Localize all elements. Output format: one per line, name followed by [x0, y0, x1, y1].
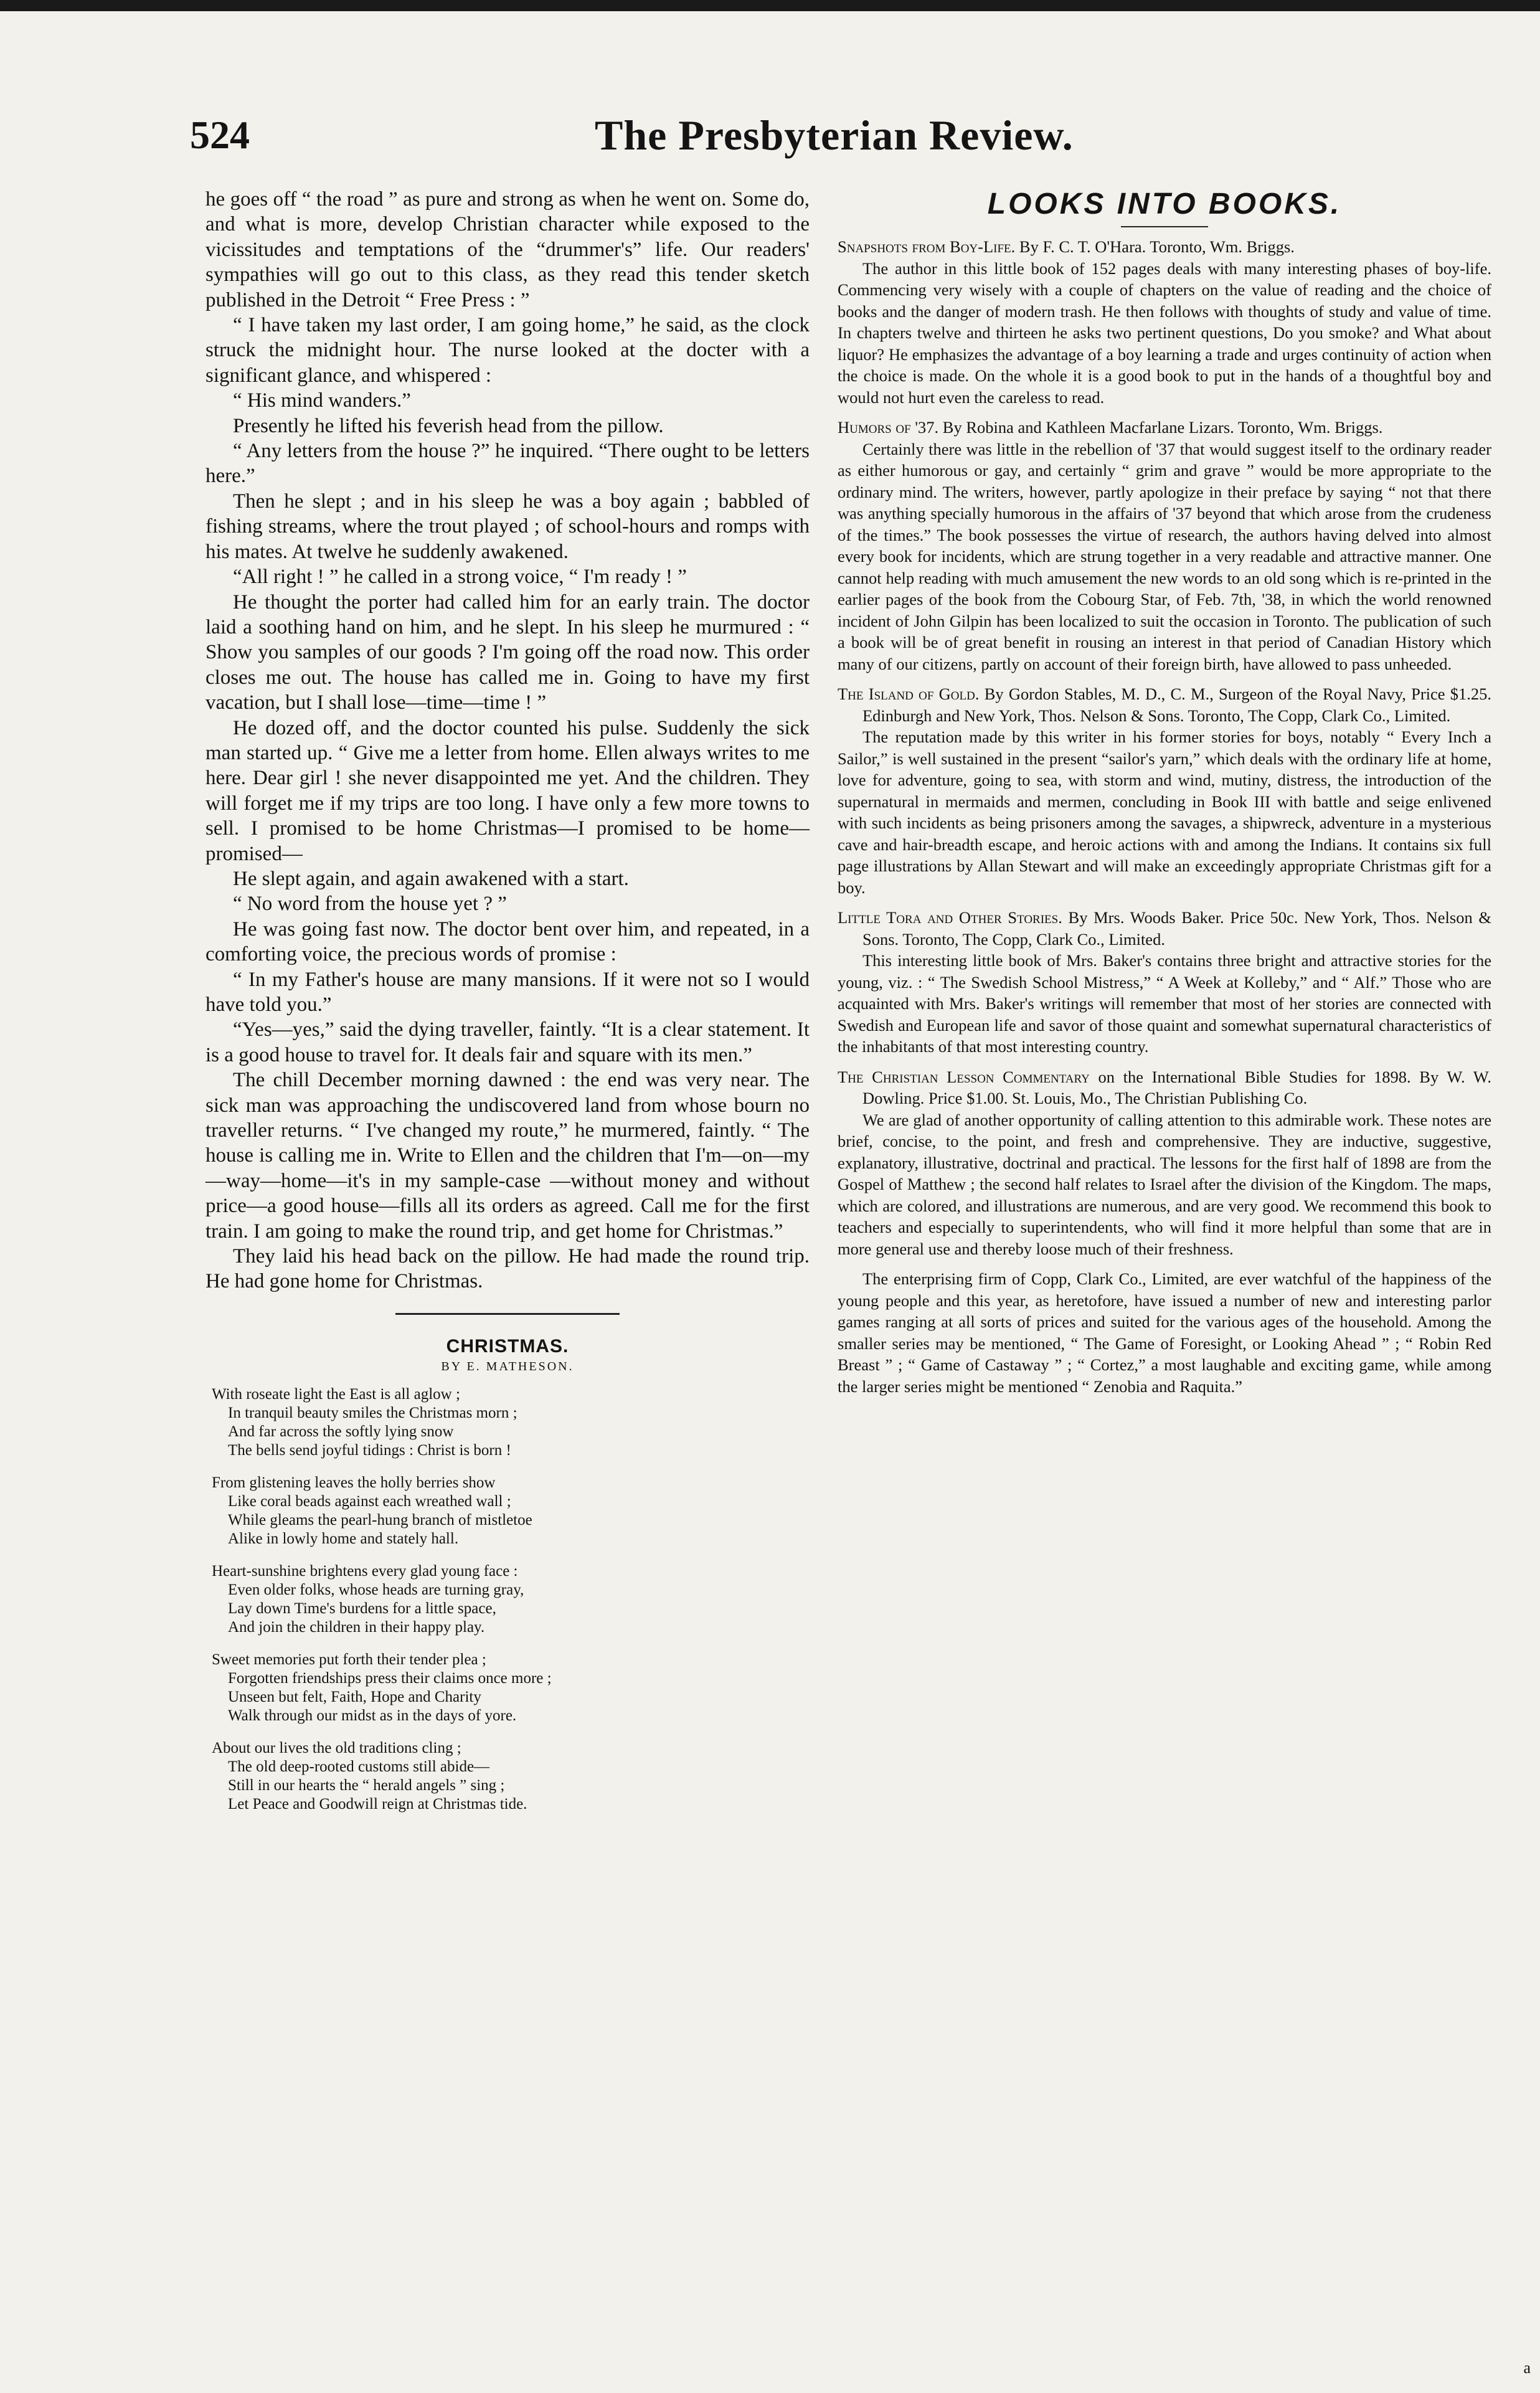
story-paragraph: “ Any letters from the house ?” he inquired. “There ought to be letters here.” — [205, 440, 810, 488]
story-paragraph: “ His mind wanders.” — [233, 389, 411, 412]
book-title: Humors of '37. — [838, 418, 939, 437]
poem-line: From glistening leaves the holly berries show — [212, 1474, 496, 1491]
story-paragraph: Presently he lifted his feverish head from the pillow. — [233, 414, 664, 437]
poem-line: Heart-sunshine brightens every glad young face : — [212, 1562, 518, 1580]
poem-line: Let Peace and Goodwill reign at Christmas tide. — [228, 1795, 527, 1813]
story-paragraph: “ In my Father's house are many mansions. If it were not so I would have told you.” — [205, 968, 810, 1016]
book-title: The Island of Gold. — [838, 685, 980, 703]
book-review — [838, 1066, 1491, 1260]
review-heading — [838, 1066, 1491, 1109]
story-paragraph: He thought the porter had called him for an early train. The doctor laid a soothing hand on him, and he slept. In his sleep he murmured : “ Show you samples of our goods ? I'm going off the road now. This order closes me out. The house has called me in. Going to have my first vacation, but I shall lose—time—time ! ” — [205, 590, 810, 714]
left-column — [205, 187, 810, 1827]
page-header — [190, 106, 1429, 174]
story-paragraph: “All right ! ” he called in a strong voice, “ I'm ready ! ” — [233, 566, 687, 589]
book-review — [838, 683, 1491, 898]
story-paragraph: Then he slept ; and in his sleep he was a boy again ; babbled of fishing streams, where the trout played ; of school-hours and romps with his mates. At twelve he suddenly awakened. — [205, 490, 810, 563]
book-meta: on the International Bible Studies for 1898. By W. W. Dowling. Price $1.00. St. Louis, Mo., The Christian Publishing Co. — [862, 1067, 1491, 1107]
story-paragraph: “ I have taken my last order, I am going home,” he said, as the clock struck the midnight hour. The nurse looked at the docter with a significant glance, and whispered : — [205, 314, 810, 387]
review-body: The reputation made by this writer in his former stories for boys, notably “ Every Inch a Sailor,” is well sustained in the present “sailor's yarn,” which deals with the ordinary life at home, love for adventure, going to sea, with storm and wind, mutiny, distress, the introduction of the supernatural in mermaids and mermen, concluding in Book III with battle and seige enlivened with such incidents as being prisoners among the savages, a shipwreck, adventure in a mysterious cave and hair-breadth escape, and heroic actions with and among the Indians. It contains six full page illustrations by Allan Stewart and will make an exceedingly appropriate Christmas gift for a boy. — [838, 727, 1491, 897]
poem-line: And join the children in their happy play. — [228, 1618, 485, 1636]
poem-line: Alike in lowly home and stately hall. — [228, 1530, 459, 1547]
poem-stanza — [205, 1385, 810, 1460]
top-edge-bar — [0, 0, 1540, 11]
poem-stanza — [205, 1651, 810, 1725]
poem-line: With roseate light the East is all aglow ; — [212, 1385, 460, 1403]
story-paragraph: They laid his head back on the pillow. He had made the round trip. He had gone home for Christmas. — [205, 1245, 810, 1293]
story-paragraph: He slept again, and again awakened with a start. — [233, 867, 629, 890]
book-meta: By F. C. T. O'Hara. Toronto, Wm. Briggs. — [1019, 237, 1295, 256]
poem-line: And far across the softly lying snow — [228, 1423, 454, 1440]
poem-stanza — [205, 1562, 810, 1637]
poem-byline: BY E. MATHESON. — [441, 1359, 574, 1373]
heading-rule — [1121, 226, 1208, 227]
book-review — [838, 907, 1491, 1058]
poem-line: Sweet memories put forth their tender plea ; — [212, 1651, 486, 1668]
review-body: Certainly there was little in the rebellion of '37 that would suggest itself to the ordinary reader as either humorous or gay, and certainly “ grim and grave ” would be more appropriate to the ordinary mind. The writers, however, partly apologize in their preface by saying “ not that there was anything specially humorous in the affairs of '37 beyond that which arose from the crudeness of the times.” The book possesses the virtue of research, the authors having delved into almost every book for incidents, which are strung together in a very readable and attractive manner. One cannot help reading with much amusement the new words to an old song which is re-printed in the earlier pages of the book from the Cobourg Star, of Feb. 7th, '38, in which the world renowned incident of John Gilpin has been localized to suit the occasion in Toronto. The publication of such a book will be of great benefit in rousing an interest in that period of Canadian History which many of our citizens, partly on account of their foreign birth, have allowed to pass unheeded. — [838, 439, 1491, 673]
book-reviews — [838, 236, 1491, 1259]
review-heading — [838, 683, 1491, 726]
poem-line: Still in our hearts the “ herald angels ” sing ; — [228, 1776, 505, 1794]
story-paragraph: The chill December morning dawned : the end was very near. The sick man was approaching the undiscovered land from whose bourn no traveller returns. “ I've changed my route,” he murmered, faintly. “ The house is calling me in. Write to Ellen and the children that I'm—on—my—way—home—it's in my sample-case —without money and without price—a good house—fills all its orders as agreed. Call me for the first train. I am going to make the round trip, and get home for Christmas.” — [205, 1069, 810, 1243]
poem-line: The old deep-rooted customs still abide— — [228, 1758, 490, 1775]
review-body: We are glad of another opportunity of calling attention to this admirable work. These notes are brief, concise, to the point, and fresh and comprehensive. They are inductive, suggestive, explanatory, illustrative, doctrinal and practical. The lessons for the first half of 1898 are from the Gospel of Matthew ; the second half relates to Israel after the division of the Kingdom. The maps, which are colored, and illustrations are numerous, and are very good. We recommend this book to teachers and especially to superintendents, who will find it more helpful than some that are in more general use and thereby loose much of their freshness. — [838, 1110, 1491, 1258]
poem-line: Unseen but felt, Faith, Hope and Charity — [228, 1688, 481, 1705]
poem-line: Even older folks, whose heads are turning gray, — [228, 1581, 524, 1598]
poem-line: Forgotten friendships press their claims once more ; — [228, 1669, 552, 1687]
corner-mark: a — [1523, 2359, 1531, 2377]
poem-line: Walk through our midst as in the days of yore. — [228, 1707, 517, 1724]
story-paragraph: he goes off “ the road ” as pure and strong as when he went on. Some do, and what is more, develop Christian character while exposed to the vicissitudes and temptations of the “drummer's” life. Our readers' sympathies will go out to this class, as they read this tender sketch published in the Detroit “ Free Press : ” — [205, 188, 810, 311]
poem-title: CHRISTMAS. — [446, 1335, 569, 1357]
book-review — [838, 236, 1491, 408]
right-column — [838, 187, 1491, 1397]
poem-line: Like coral beads against each wreathed wall ; — [228, 1492, 511, 1510]
story-paragraph: He dozed off, and the doctor counted his pulse. Suddenly the sick man started up. “ Give me a letter from home. Ellen always writes to me here. Dear girl ! she never disappointed me yet. And the children. They will forget me if my trips are too long. I have only a few more towns to sell. I promised to be home Christmas—I promised to be home—promised— — [205, 716, 810, 865]
story-paragraph: “ No word from the house yet ? ” — [233, 893, 507, 916]
story-paragraph: “Yes—yes,” said the dying traveller, faintly. “It is a clear statement. It is a good house to travel for. It deals fair and square with its men.” — [205, 1018, 810, 1066]
poem-line: In tranquil beauty smiles the Christmas morn ; — [228, 1404, 517, 1421]
story-text — [205, 187, 810, 1294]
periodical-title: The Presbyterian Review. — [595, 111, 1074, 159]
poem-line: While gleams the pearl-hung branch of mistletoe — [228, 1511, 532, 1528]
page-number: 524 — [190, 113, 250, 157]
review-heading — [838, 236, 1491, 258]
poem-line: Lay down Time's burdens for a little space, — [228, 1599, 496, 1617]
poem-stanza — [205, 1739, 810, 1814]
book-title: The Christian Lesson Commentary — [838, 1067, 1090, 1086]
poem-line: About our lives the old traditions cling ; — [212, 1739, 461, 1756]
review-body: The author in this little book of 152 pages deals with many interesting phases of boy-life. Commencing very wisely with a couple of chapters on the value of reading and the choice of books and the danger of modern trash. He then follows with thoughts of study and value of time. In chapters twelve and thirteen he asks two pertinent questions, Do you smoke? and What about liquor? He emphasizes the advantage of a boy learning a trade and urges continuity of action when the choice is made. On the whole it is a good book to put in the hands of a thoughtful boy and would not hurt even the careless to read. — [838, 258, 1491, 407]
review-heading — [838, 417, 1491, 438]
section-heading: LOOKS INTO BOOKS. — [987, 187, 1342, 220]
poem-body — [205, 1385, 810, 1814]
story-paragraph: He was going fast now. The doctor bent over him, and repeated, in a comforting voice, the precious words of promise : — [205, 917, 810, 966]
review-heading — [838, 907, 1491, 950]
book-meta: By Gordon Stables, M. D., C. M., Surgeon of the Royal Navy, Price $1.25. Edinburgh and New York, Thos. Nelson & Sons. Toronto, The Copp, Clark Co., Limited. — [862, 685, 1492, 725]
book-meta: By Robina and Kathleen Macfarlane Lizars. Toronto, Wm. Briggs. — [942, 418, 1383, 437]
poem-line: The bells send joyful tidings : Christ is born ! — [228, 1441, 511, 1459]
book-review — [838, 417, 1491, 675]
closing-paragraph: The enterprising firm of Copp, Clark Co., Limited, are ever watchful of the happiness of the young people and this year, as heretofore, have issued a number of new and interesting parlor games ranging at all sorts of prices and suited for the various ages of the household. Among the smaller series may be mentioned, “ The Game of Foresight, or Looking Ahead ” ; “ Robin Red Breast ” ; “ Game of Castaway ” ; “ Cortez,” a most laughable and exciting game, while among the larger series might be mentioned “ Zenobia and Raquita.” — [838, 1269, 1491, 1396]
book-title: Snapshots from Boy-Life. — [838, 237, 1016, 256]
review-body: This interesting little book of Mrs. Baker's contains three bright and attractive stories for the young, viz. : “ The Swedish School Mistress,” “ A Week at Kolleby,” and “ Alf.” Those who are acquainted with Mrs. Baker's writings will remember that most of her stories are connected with Swedish and European life and savor of those quaint and somewhat supernatural characteristics of the inhabitants of that most interesting country. — [838, 951, 1491, 1056]
poem-stanza — [205, 1474, 810, 1548]
section-divider — [395, 1313, 620, 1315]
book-title: Little Tora and Other Stories. — [838, 908, 1062, 927]
book-meta: By Mrs. Woods Baker. Price 50c. New York, Thos. Nelson & Sons. Toronto, The Copp, Clark Co., Limited. — [862, 908, 1491, 949]
